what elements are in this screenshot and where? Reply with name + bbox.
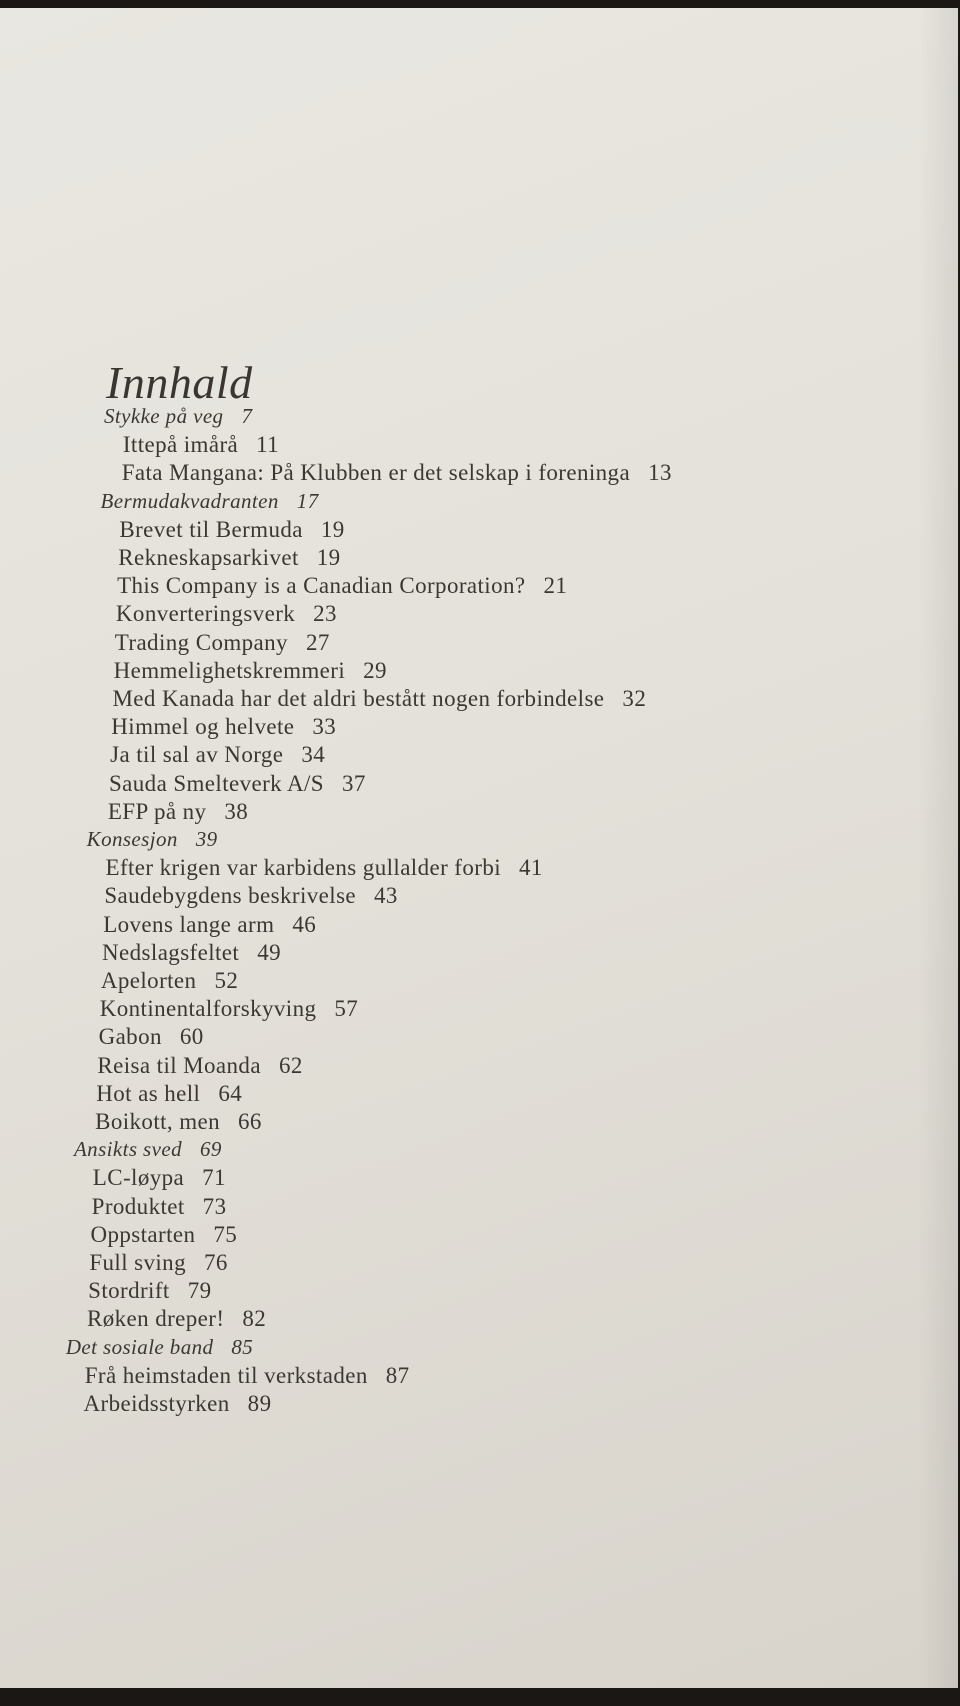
toc-entry [85,1363,410,1389]
toc-entry-title: Kontinentalforskyving [99,996,317,1022]
toc-entry [97,1053,302,1079]
toc-entry-page-number: 39 [195,827,218,851]
toc-entry-page-number: 43 [374,883,398,909]
toc-entry [92,1194,227,1220]
toc-entry-page-number: 46 [292,911,317,937]
toc-entry-page-number: 62 [278,1052,303,1078]
toc-entry-page-number: 17 [296,488,319,513]
toc-entry [101,968,238,994]
toc-section-entry [66,1335,253,1360]
toc-entry-title: Konverteringsverk [115,601,296,627]
toc-entry-title: Trading Company [114,629,288,655]
toc-entry-title: Ittepå imårå [122,432,239,458]
toc-entry-page-number: 13 [648,460,672,486]
toc-entry-page-number: 79 [187,1278,212,1304]
toc-entry-title: Det sosiale band [65,1334,214,1359]
toc-entry-page-number: 57 [334,996,359,1022]
toc-entry-title: EFP på ny [107,798,207,824]
toc-entry-title: Arbeidsstyrken [83,1391,230,1416]
toc-entry-page-number: 19 [320,516,345,542]
toc-entry-title: Med Kanada har det aldri bestått nogen forbindelse [112,686,605,711]
page-title: Innhald [106,357,253,408]
toc-entry-title: LC-løypa [92,1165,185,1191]
toc-entry [96,1081,242,1107]
toc-entry-title: Brevet til Bermuda [119,516,303,542]
toc-entry-page-number: 49 [257,939,282,965]
toc-entry [116,601,337,627]
toc-section-entry [87,827,218,852]
toc-entry [108,799,248,825]
toc-entry-page-number: 23 [313,601,337,627]
toc-entry-page-number: 34 [301,742,326,768]
toc-entry-title: Hot as hell [96,1080,201,1106]
toc-entry-title: Hemmelighetskremmeri [113,657,346,683]
toc-entry-page-number: 11 [256,432,280,458]
toc-entry-page-number: 19 [316,545,341,570]
toc-entry [111,714,336,740]
toc-entry-title: Boikott, men [95,1109,221,1134]
toc-entry [109,771,366,797]
toc-entry [100,996,358,1022]
toc-entry [93,1165,226,1191]
toc-entry-title: Fata Mangana: På Klubben er det selskap i foreninga [121,460,631,486]
toc-entry-title: Sauda Smelteverk A/S [108,770,324,796]
toc-entry-title: Apelorten [100,968,197,993]
toc-entry-title: Ja til sal av Norge [110,742,284,768]
toc-entry [95,1109,262,1135]
toc-entry-title: Efter krigen var karbidens gullalder forbi [105,855,502,881]
toc-entry [112,686,646,712]
toc-entry-title: Gabon [98,1024,162,1050]
book-page [0,8,958,1688]
toc-entry [114,658,387,684]
toc-entry-page-number: 60 [179,1024,204,1050]
toc-section-entry [104,404,252,429]
toc-entry-page-number: 29 [363,657,387,683]
toc-entry-title: Saudebygdens beskrivelse [104,883,357,909]
toc-entry-page-number: 75 [213,1221,238,1247]
toc-entry [115,630,330,656]
toc-entry [89,1250,227,1276]
toc-entry [99,1024,204,1050]
toc-entry-title: Produktet [91,1193,185,1219]
toc-entry-title: Oppstarten [90,1221,196,1247]
toc-entry-page-number: 85 [231,1334,254,1359]
toc-entry-title: Reisa til Moanda [97,1052,261,1078]
toc-entry-page-number: 71 [202,1165,226,1191]
toc-entry-title: Ansikts sved [73,1137,182,1162]
toc-entry [110,742,325,768]
toc-entry [122,460,672,486]
toc-entry [104,883,398,909]
toc-entry-page-number: 89 [247,1391,272,1416]
toc-entry-page-number: 41 [519,855,543,881]
toc-entry-title: Himmel og helvete [111,714,295,740]
toc-entry-page-number: 64 [218,1080,243,1106]
toc-entry [90,1222,237,1248]
toc-entry-page-number: 52 [214,968,239,993]
toc-entry-page-number: 87 [385,1362,410,1388]
toc-entry-page-number: 76 [203,1250,228,1275]
toc-entry [123,432,279,458]
toc-entry-title: This Company is a Canadian Corporation? [117,573,526,599]
toc-section-entry [101,489,319,514]
toc-entry [119,517,344,543]
toc-entry-page-number: 21 [543,573,568,599]
toc-entry-page-number: 38 [224,798,249,824]
toc-entry-title: Stordrift [88,1278,170,1304]
toc-entry-page-number: 73 [202,1193,227,1219]
toc-entry-page-number: 33 [312,714,337,740]
toc-entry-page-number: 82 [242,1306,267,1332]
toc-entry-title: Rekneskapsarkivet [118,545,299,570]
toc-entry [117,573,567,599]
table-of-contents [0,8,958,1688]
toc-entry [88,1278,211,1304]
toc-entry-title: Stykke på veg [104,404,224,428]
toc-entry-page-number: 69 [199,1137,222,1162]
toc-entry [87,1306,266,1332]
toc-entry-page-number: 37 [341,770,366,796]
toc-entry [102,940,281,966]
toc-entry-title: Nedslagsfeltet [102,939,240,965]
toc-entry-page-number: 66 [238,1109,262,1134]
toc-section-entry [74,1137,222,1162]
toc-entry-title: Full sving [89,1250,186,1275]
toc-entry-title: Frå heimstaden til verkstaden [84,1362,368,1388]
toc-entry [103,912,316,938]
toc-entry-page-number: 27 [305,629,330,655]
toc-entry-title: Konsesjon [86,827,178,851]
toc-entry-page-number: 7 [241,404,253,428]
toc-entry-title: Lovens lange arm [103,911,275,937]
toc-entry-title: Bermudakvadranten [100,488,279,513]
toc-entry [84,1391,272,1417]
toc-entry-page-number: 32 [622,686,647,711]
toc-entry-title: Røken dreper! [87,1306,225,1332]
toc-entry [106,855,543,881]
toc-entry [118,545,340,571]
